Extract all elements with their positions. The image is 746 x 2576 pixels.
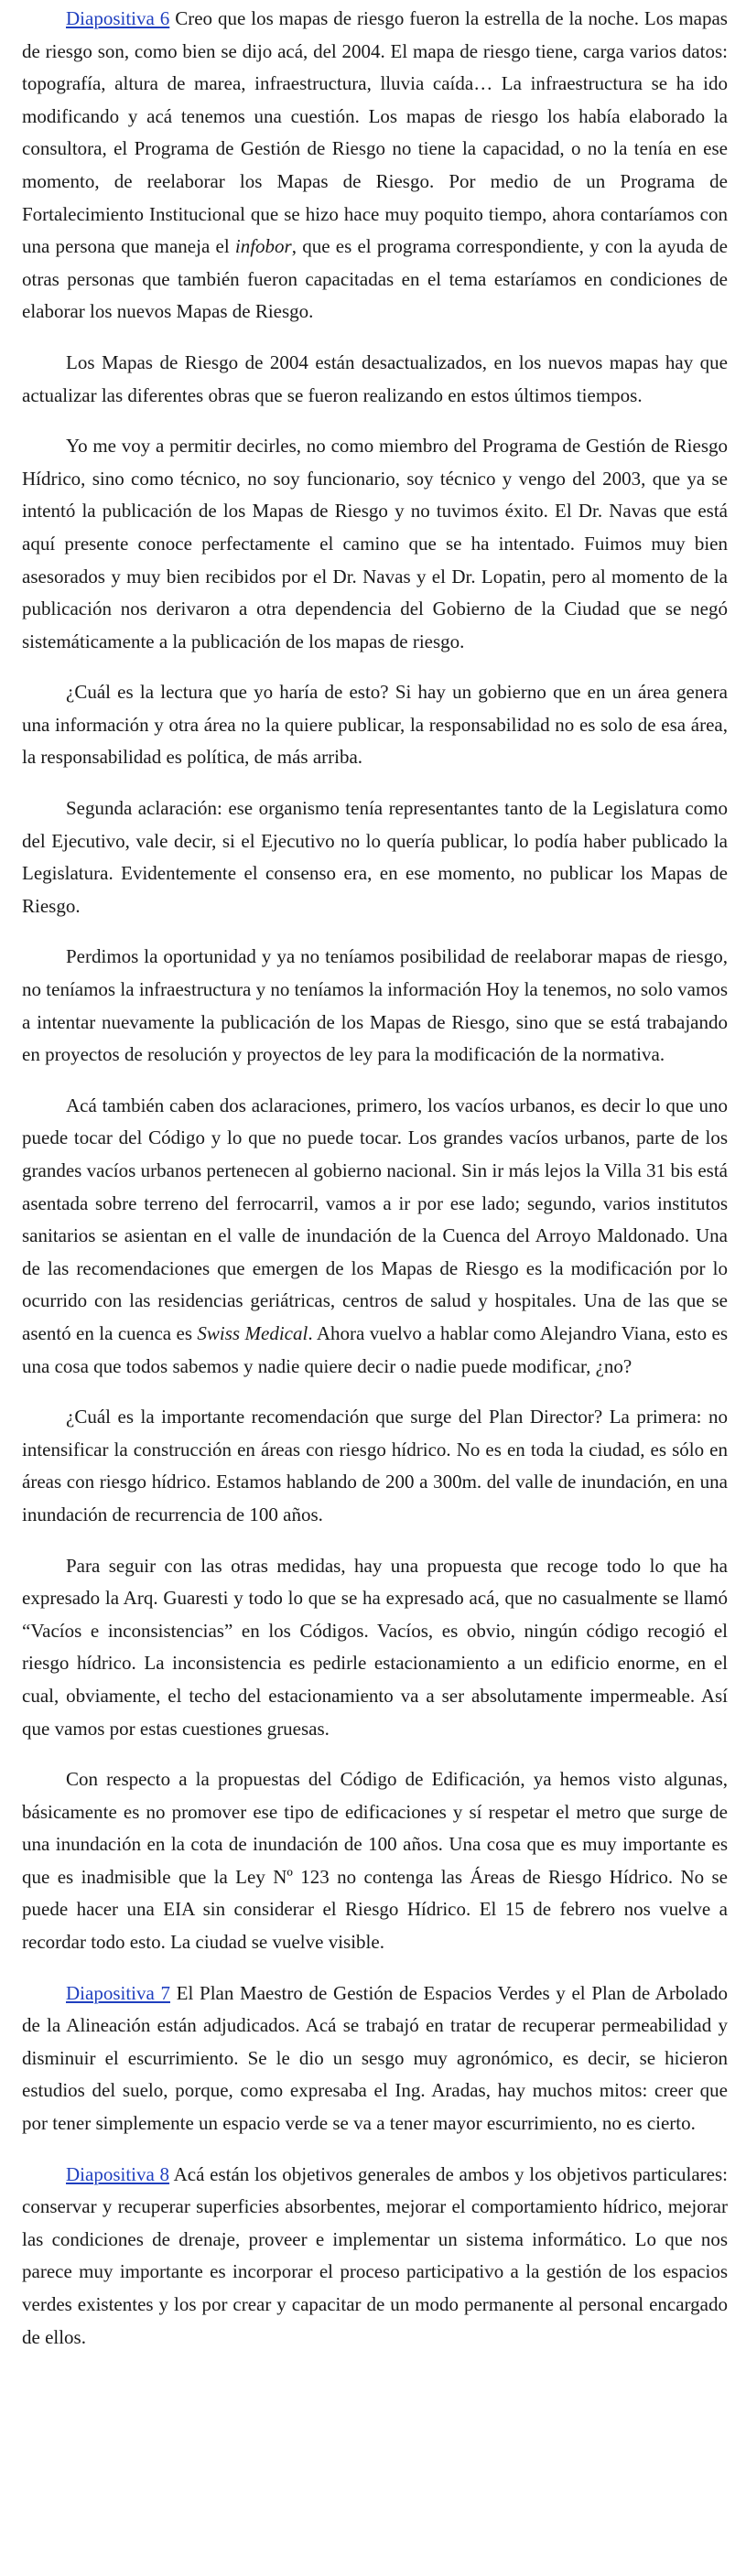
paragraph-3 xyxy=(22,430,728,658)
paragraph-4-text: ¿Cuál es la lectura que yo haría de esto? Si hay un gobierno que en un área genera una información y otra área no la quiere publicar, la responsabilidad no es solo de esa área, la responsabilidad es política, de más arriba. xyxy=(22,681,728,769)
paragraph-8 xyxy=(22,1401,728,1531)
slide-8-link[interactable]: Diapositiva 8 xyxy=(66,2162,170,2185)
paragraph-6 xyxy=(22,941,728,1071)
paragraph-6-text: Perdimos la oportunidad y ya no teníamos posibilidad de reelaborar mapas de riesgo, no teníamos la infraestructura y no teníamos la información Hoy la tenemos, no solo vamos a intentar nuevamente la publicación de los Mapas de Riesgo, sino que se está trabajando en proyectos de resolución y proyectos de ley para la modificación de la normativa. xyxy=(22,945,728,1066)
slide-6-link[interactable]: Diapositiva 6 xyxy=(66,7,170,29)
paragraph-7 xyxy=(22,1090,728,1383)
paragraph-12-text: Acá están los objetivos generales de ambos y los objetivos particulares: conservar y recuperar superficies absorbentes, mejorar el comportamiento hídrico, mejorar las condiciones de drenaje, proveer e implementar un sistema informático. Lo que nos parece muy importante es incorporar el proceso participativo a la gestión de los espacios verdes existentes y los por crear y capacitar de un modo permanente al personal encargado de ellos. xyxy=(22,2162,728,2348)
paragraph-4 xyxy=(22,676,728,774)
paragraph-1-text-a: Creo que los mapas de riesgo fueron la estrella de la noche. Los mapas de riesgo son, como bien se dijo acá, del 2004. El mapa de riesgo tiene, carga varios datos: topografía, altura de marea, infraestructura, lluvia caída… La infraestructura se ha ido modificando y acá tenemos una cuestión. Los mapas de riesgo los había elaborado la consultora, el Programa de Gestión de Riesgo no tiene la capacidad, o no la tenía en ese momento, de reelaborar los Mapas de Riesgo. Por medio de un Programa de Fortalecimiento Institucional que se hizo hace muy poquito tiempo, ahora contaríamos con una persona que maneja el xyxy=(22,7,728,258)
infobor-term: infobor xyxy=(234,235,292,258)
paragraph-12 xyxy=(22,2159,728,2355)
paragraph-1-text-b: , que es el programa correspondiente, y con la ayuda de otras personas que también fueron capacitadas en el tema estaríamos en condiciones de elaborar los nuevos Mapas de Riesgo. xyxy=(22,235,728,323)
paragraph-11-text: El Plan Maestro de Gestión de Espacios Verdes y el Plan de Arbolado de la Alineación están adjudicados. Acá se trabajó en tratar de recuperar permeabilidad y disminuir el escurrimiento. Se le dio un sesgo muy agronómico, es decir, se hicieron estudios del suelo, porque, como expresaba el Ing. Aradas, hay muchos mitos: creer que por tener simplemente un espacio verde se va a tener mayor escurrimiento, no es cierto. xyxy=(22,1981,728,2135)
paragraph-7-text-a: Acá también caben dos aclaraciones, primero, los vacíos urbanos, es decir lo que uno puede tocar del Código y lo que no puede tocar. Los grandes vacíos urbanos, parte de los grandes vacíos urbanos pertenecen al gobierno nacional. Sin ir más lejos la Villa 31 bis está asentada sobre terreno del ferrocarril, vamos a ir por ese lado; segundo, varios institutos sanitarios se asientan en el valle de inundación de la Cuenca del Arroyo Maldonado. Una de las recomendaciones que emergen de los Mapas de Riesgo es la modificación por lo ocurrido con las residencias geriátricas, centros de salud y hospitales. Una de las que se asentó en la cuenca es xyxy=(22,1094,728,1344)
paragraph-1 xyxy=(22,3,728,329)
paragraph-7-text-b: . Ahora vuelvo a hablar como Alejandro Viana, esto es una cosa que todos sabemos y nadie quiere decir o nadie puede modificar, ¿no? xyxy=(22,1321,729,1377)
paragraph-9-text: Para seguir con las otras medidas, hay una propuesta que recoge todo lo que ha expresado la Arq. Guaresti y todo lo que se ha expresado acá, que no casualmente se llamó “Vacíos e inconsistencias” en los Códigos. Vacíos, es obvio, ningún código recogió el riesgo hídrico. La inconsistencia es pedirle estacionamiento a un edificio enorme, en el cual, obviamente, el techo del estacionamiento va a ser absolutamente impermeable. Así que vamos por estas cuestiones gruesas. xyxy=(22,1554,728,1740)
paragraph-10 xyxy=(22,1763,728,1959)
slide-7-link[interactable]: Diapositiva 7 xyxy=(66,1981,170,2004)
paragraph-10-text: Con respecto a la propuestas del Código de Edificación, ya hemos visto algunas, básicamente es no promover ese tipo de edificaciones y sí respetar el metro que surge de una inundación en la cota de inundación de 100 años. Una cosa que es muy importante es que es inadmisible que la Ley Nº 123 no contenga las Áreas de Riesgo Hídrico. No se puede hacer una EIA sin considerar el Riesgo Hídrico. El 15 de febrero nos vuelve a recordar todo esto. La ciudad se vuelve visible. xyxy=(22,1768,728,1954)
paragraph-8-text: ¿Cuál es la importante recomendación que surge del Plan Director? La primera: no intensificar la construcción en áreas con riesgo hídrico. No es en toda la ciudad, es sólo en áreas con riesgo hídrico. Estamos hablando de 200 a 300m. del valle de inundación, en una inundación de recurrencia de 100 años. xyxy=(22,1406,728,1525)
paragraph-2-text: Los Mapas de Riesgo de 2004 están desactualizados, en los nuevos mapas hay que actualizar las diferentes obras que se fueron realizando en estos últimos tiempos. xyxy=(22,350,728,406)
paragraph-2 xyxy=(22,347,728,412)
paragraph-5-text: Segunda aclaración: ese organismo tenía representantes tanto de la Legislatura como del Ejecutivo, vale decir, si el Ejecutivo no lo quería publicar, lo podía haber publicado la Legislatura. Evidentemente el consenso era, en ese momento, no publicar los Mapas de Riesgo. xyxy=(22,797,728,917)
paragraph-9 xyxy=(22,1550,728,1746)
swiss-medical-term: Swiss Medical xyxy=(197,1321,308,1344)
paragraph-3-text: Yo me voy a permitir decirles, no como miembro del Programa de Gestión de Riesgo Hídrico, sino como técnico, no soy funcionario, soy técnico y vengo del 2003, que ya se intentó la publicación de los Mapas de Riesgo y no tuvimos éxito. El Dr. Navas que está aquí presente conoce perfectamente el camino que se ha intentado. Fuimos muy bien asesorados y muy bien recibidos por el Dr. Navas y el Dr. Lopatin, pero al momento de la publicación nos derivaron a otra dependencia del Gobierno de la Ciudad que se negó sistemáticamente a la publicación de los mapas de riesgo. xyxy=(22,435,728,652)
paragraph-11 xyxy=(22,1978,728,2140)
paragraph-5 xyxy=(22,792,728,922)
